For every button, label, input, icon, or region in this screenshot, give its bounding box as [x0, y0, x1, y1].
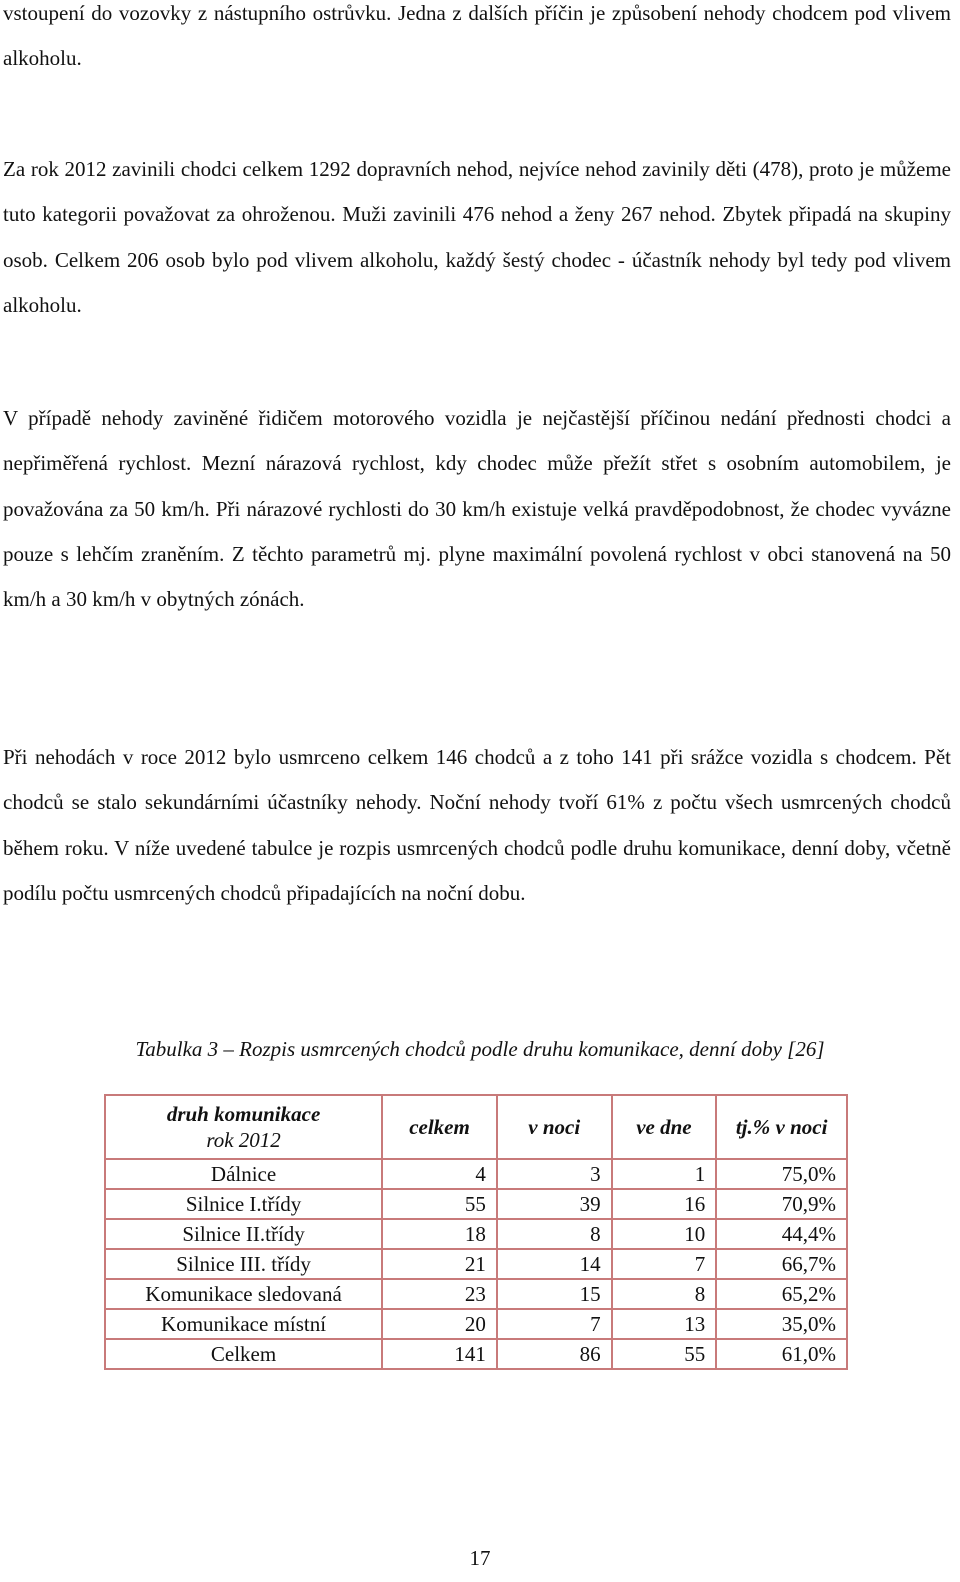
cell-night: 3: [497, 1159, 612, 1189]
paragraph-intro: vstoupení do vozovky z nástupního ostrůvku. Jedna z dalších příčin je způsobení nehody chodcem pod vlivem alkoholu.: [3, 1, 951, 71]
cell-night: 8: [497, 1219, 612, 1249]
cell-night-percent: 75,0%: [716, 1159, 847, 1189]
cell-night-percent: 66,7%: [716, 1249, 847, 1279]
cell-night-percent: 61,0%: [716, 1339, 847, 1369]
table-row-total: [105, 1339, 847, 1369]
fatalities-table: [104, 1094, 848, 1370]
cell-road-type: Komunikace místní: [105, 1309, 382, 1339]
header-night-percent: tj.% v noci: [716, 1095, 847, 1159]
cell-night: 14: [497, 1249, 612, 1279]
page-number: 17: [469, 1546, 491, 1570]
cell-day: 13: [612, 1309, 717, 1339]
table-row: [105, 1189, 847, 1219]
header-night: v noci: [497, 1095, 612, 1159]
table-header-row: [105, 1095, 847, 1159]
cell-day: 10: [612, 1219, 717, 1249]
cell-total: 23: [382, 1279, 497, 1309]
cell-total: 55: [382, 1189, 497, 1219]
table-row: [105, 1279, 847, 1309]
cell-road-type: Silnice III. třídy: [105, 1249, 382, 1279]
table-row: [105, 1219, 847, 1249]
paragraph-fatalities: Při nehodách v roce 2012 bylo usmrceno celkem 146 chodců a z toho 141 při srážce vozidla s chodcem. Pět chodců se stalo sekundárními účastníky nehody. Noční nehody tvoří 61% z počtu všech usmrcených chodců během roku. V níže uvedené tabulce je rozpis usmrcených chodců podle druhu komunikace, denní doby, včetně podílu počtu usmrcených chodců připadajících na noční dobu.: [3, 745, 951, 905]
cell-road-type: Celkem: [105, 1339, 382, 1369]
cell-day: 1: [612, 1159, 717, 1189]
cell-total: 20: [382, 1309, 497, 1339]
cell-night: 39: [497, 1189, 612, 1219]
cell-night-percent: 44,4%: [716, 1219, 847, 1249]
header-road-type: [105, 1095, 382, 1159]
table-row: [105, 1159, 847, 1189]
cell-night-percent: 70,9%: [716, 1189, 847, 1219]
cell-total: 141: [382, 1339, 497, 1369]
cell-total: 4: [382, 1159, 497, 1189]
header-day: ve dne: [612, 1095, 717, 1159]
cell-road-type: Dálnice: [105, 1159, 382, 1189]
header-road-type-year: rok 2012: [206, 1128, 281, 1152]
header-road-type-main: druh komunikace: [166, 1102, 321, 1126]
table-row: [105, 1309, 847, 1339]
cell-night-percent: 35,0%: [716, 1309, 847, 1339]
cell-road-type: Silnice II.třídy: [105, 1219, 382, 1249]
table-caption: Tabulka 3 – Rozpis usmrcených chodců podle druhu komunikace, denní doby [26]: [135, 1037, 825, 1061]
cell-night: 7: [497, 1309, 612, 1339]
header-total: celkem: [382, 1095, 497, 1159]
cell-night: 86: [497, 1339, 612, 1369]
paragraph-pedestrian-accidents: Za rok 2012 zavinili chodci celkem 1292 dopravních nehod, nejvíce nehod zavinily děti (478), proto je můžeme tuto kategorii považovat za ohroženou. Muži zavinili 476 nehod a ženy 267 nehod. Zbytek připadá na skupiny osob. Celkem 206 osob bylo pod vlivem alkoholu, každý šestý chodec - účastník nehody byl tedy pod vlivem alkoholu.: [3, 157, 951, 317]
table-row: [105, 1249, 847, 1279]
cell-total: 21: [382, 1249, 497, 1279]
cell-night-percent: 65,2%: [716, 1279, 847, 1309]
cell-total: 18: [382, 1219, 497, 1249]
cell-night: 15: [497, 1279, 612, 1309]
cell-day: 16: [612, 1189, 717, 1219]
cell-day: 8: [612, 1279, 717, 1309]
cell-day: 55: [612, 1339, 717, 1369]
paragraph-driver-caused: V případě nehody zaviněné řidičem motorového vozidla je nejčastější příčinou nedání přednosti chodci a nepřiměřená rychlost. Mezní nárazová rychlost, kdy chodec může přežít střet s osobním automobilem, je považována za 50 km/h. Při nárazové rychlosti do 30 km/h existuje velká pravděpodobnost, že chodec vyvázne pouze s lehčím zraněním. Z těchto parametrů mj. plyne maximální povolená rychlost v obci stanovená na 50 km/h a 30 km/h v obytných zónách.: [3, 406, 951, 612]
cell-road-type: Komunikace sledovaná: [105, 1279, 382, 1309]
cell-road-type: Silnice I.třídy: [105, 1189, 382, 1219]
cell-day: 7: [612, 1249, 717, 1279]
